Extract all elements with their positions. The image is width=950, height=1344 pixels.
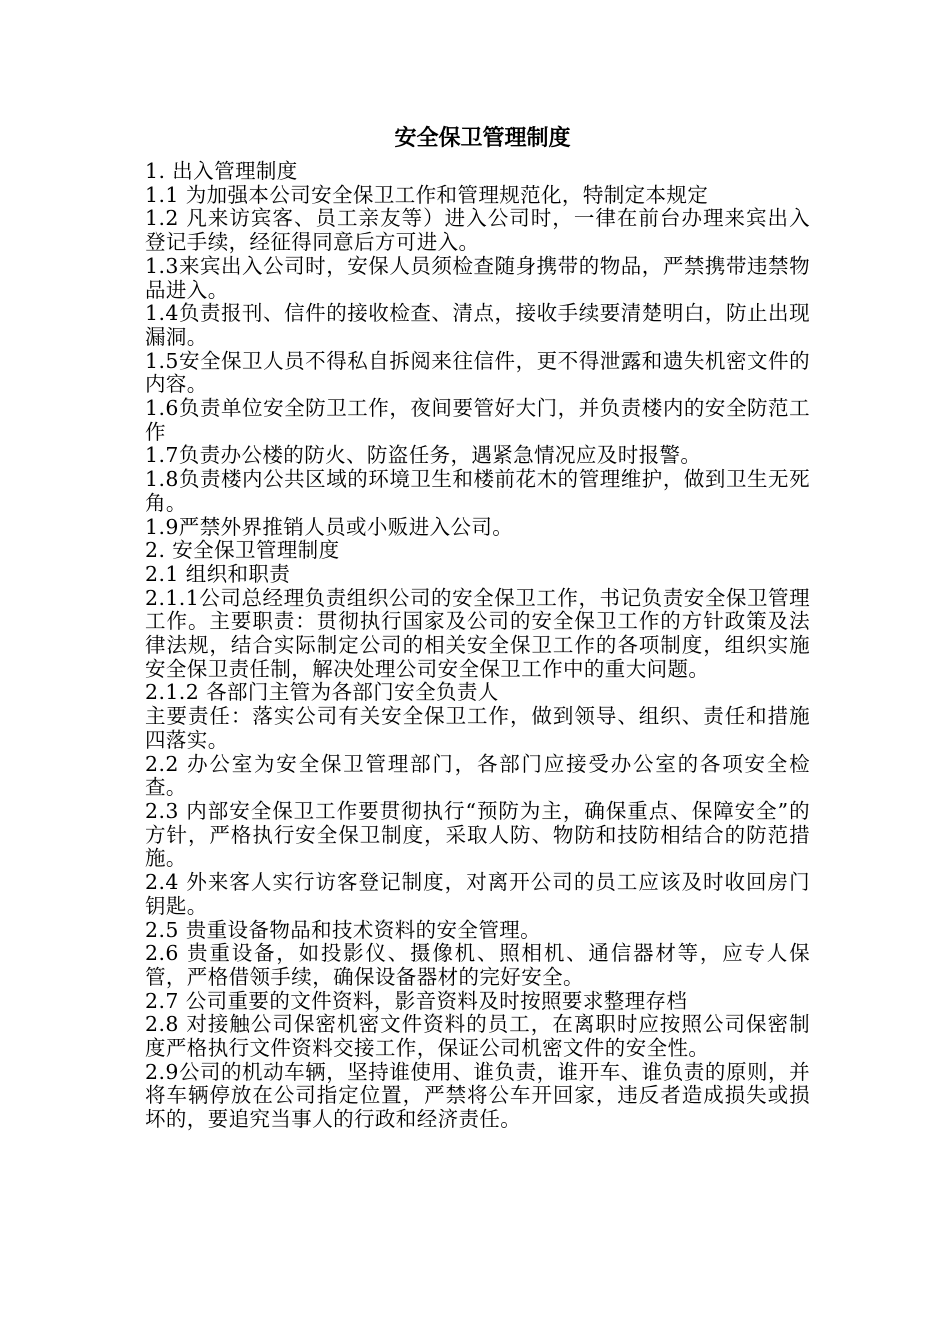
paragraph-1-5: 1.5安全保卫人员不得私自拆阅来往信件，更不得泄露和遗失机密文件的内容。 (145, 348, 810, 397)
paragraph-section-1-heading: 1. 出入管理制度 (145, 159, 298, 183)
paragraph-1-6: 1.6负责单位安全防卫工作，夜间要管好大门，并负责楼内的安全防范工作 (145, 396, 810, 444)
paragraph-2-8: 2.8 对接触公司保密机密文件资料的员工，在离职时应按照公司保密制度严格执行文件资料交接工作，保证公司机密文件的安全性。 (145, 1012, 810, 1061)
paragraph-2-9: 2.9公司的机动车辆，坚持谁使用、谁负责，谁开车、谁负责的原则，并将车辆停放在公司指定位置，严禁将公车开回家，违反者造成损失或损坏的，要追究当事人的行政和经济责任。 (145, 1059, 810, 1132)
document-page (145, 116, 810, 1132)
paragraph-2-1-1: 2.1.1公司总经理负责组织公司的安全保卫工作，书记负责安全保卫管理工作。主要职责：贯彻执行国家及公司的安全保卫工作的方针政策及法律法规，结合实际制定公司的相关安全保卫工作的各项制度，组织实施安全保卫责任制，解决处理公司安全保卫工作中的重大问题。 (145, 585, 810, 681)
paragraph-1-3: 1.3来宾出入公司时，安保人员须检查随身携带的物品，严禁携带违禁物品进入。 (145, 253, 810, 302)
paragraph-2-1-2: 2.1.2 各部门主管为各部门安全负责人 (145, 680, 499, 705)
paragraph-2-5: 2.5 贵重设备物品和技术资料的安全管理。 (145, 917, 542, 942)
paragraph-2-4: 2.4 外来客人实行访客登记制度，对离开公司的员工应该及时收回房门钥匙。 (145, 870, 810, 918)
document-title: 安全保卫管理制度 (394, 125, 571, 151)
paragraph-section-2-heading: 2. 安全保卫管理制度 (145, 538, 340, 563)
paragraph-1-2: 1.2 凡来访宾客、员工亲友等）进入公司时，一律在前台办理来宾出入登记手续，经征得同意后方可进入。 (145, 206, 810, 255)
paragraph-1-4: 1.4负责报刊、信件的接收检查、清点，接收手续要清楚明白，防止出现漏洞。 (145, 301, 810, 349)
paragraph-1-9: 1.9严禁外界推销人员或小贩进入公司。 (145, 514, 514, 539)
paragraph-2-6: 2.6 贵重设备，如投影仪、摄像机、照相机、通信器材等，应专人保管，严格借领手续，确保设备器材的完好安全。 (145, 941, 810, 989)
paragraph-1-8: 1.8负责楼内公共区域的环境卫生和楼前花木的管理维护，做到卫生无死角。 (145, 467, 810, 515)
paragraph-main-responsibility: 主要责任：落实公司有关安全保卫工作，做到领导、组织、责任和措施四落实。 (145, 704, 810, 752)
paragraph-1-7: 1.7负责办公楼的防火、防盗任务，遇紧急情况应及时报警。 (145, 443, 702, 468)
paragraph-2-3: 2.3 内部安全保卫工作要贯彻执行“预防为主，确保重点、保障安全”的方针，严格执行安全保卫制度，采取人防、物防和技防相结合的防范措施。 (145, 798, 810, 871)
paragraph-1-1: 1.1 为加强本公司安全保卫工作和管理规范化，特制定本规定 (145, 182, 709, 207)
paragraph-2-7: 2.7 公司重要的文件资料，影音资料及时按照要求整理存档 (145, 988, 688, 1013)
paragraph-2-1: 2.1 组织和职责 (145, 561, 291, 586)
paragraph-2-2: 2.2 办公室为安全保卫管理部门，各部门应接受办公室的各项安全检查。 (145, 751, 810, 800)
